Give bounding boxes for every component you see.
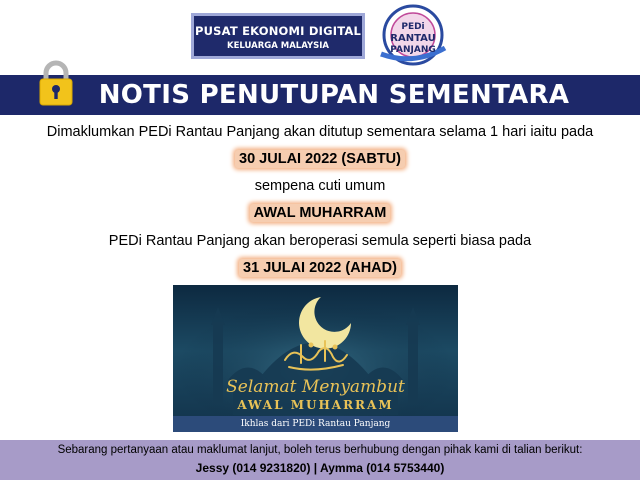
notice-line1: Dimaklumkan PEDi Rantau Panjang akan ditutup sementara selama 1 hari iaitu pada <box>46 124 594 140</box>
pusat-ekonomi-digital-logo <box>191 13 365 59</box>
pedi-logo-panjang: PANJANG <box>390 45 436 55</box>
notice-line2: sempena cuti umum <box>254 178 386 194</box>
pedi-rantau-panjang-logo <box>376 4 450 70</box>
reopen-date: 31 JULAI 2022 (AHAD) <box>239 259 401 277</box>
closing-date: 30 JULAI 2022 (SABTU) <box>235 150 405 168</box>
reopen-date-row <box>0 259 640 277</box>
closing-date-row <box>0 150 640 168</box>
holiday-name: AWAL MUHARRAM <box>250 204 391 222</box>
pedi-logo-text: PEDi <box>401 22 425 32</box>
logo-line1: PUSAT EKONOMI DIGITAL <box>195 24 361 38</box>
contact-numbers: Jessy (014 9231820) | Aymma (014 5753440) <box>195 461 445 475</box>
logo-line2: KELUARGA MALAYSIA <box>226 41 330 51</box>
greeting-line1: Selamat Menyambut <box>226 377 405 397</box>
page-title: NOTIS PENUTUPAN SEMENTARA <box>98 80 570 110</box>
pedi-logo-rantau: RANTAU <box>390 33 436 44</box>
awal-muharram-greeting-image <box>173 285 458 432</box>
notice-line3: PEDi Rantau Panjang akan beroperasi semula seperti biasa pada <box>108 233 532 249</box>
padlock-icon <box>38 60 74 106</box>
contact-footer <box>0 440 640 480</box>
contact-info-text: Sebarang pertanyaan atau maklumat lanjut, boleh terus berhubung dengan pihak kami di talian berikut: <box>57 444 583 456</box>
title-banner <box>0 75 640 115</box>
greeting-footer: Ikhlas dari PEDi Rantau Panjang <box>173 416 458 432</box>
holiday-row <box>0 204 640 222</box>
greeting-line2: AWAL MUHARRAM <box>237 398 394 412</box>
